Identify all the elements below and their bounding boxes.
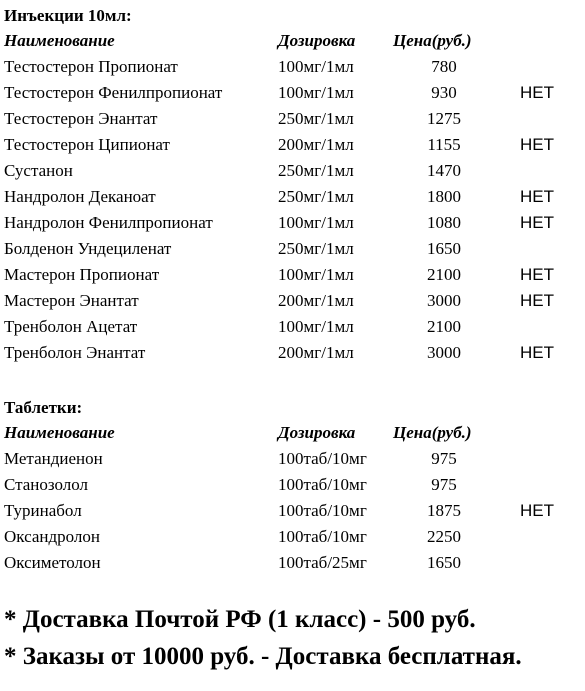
product-price: 780 <box>431 57 457 76</box>
table-row <box>0 236 585 262</box>
product-dose: 200мг/1мл <box>278 343 354 362</box>
product-price: 975 <box>431 449 457 468</box>
availability-status: НЕТ <box>520 291 554 310</box>
table-row <box>0 184 585 210</box>
product-price: 975 <box>431 475 457 494</box>
product-name: Метандиенон <box>4 449 103 468</box>
product-name: Тренболон Энантат <box>4 343 146 362</box>
product-dose: 100таб/10мг <box>278 501 367 520</box>
header-price: Цена(руб.) <box>393 423 472 442</box>
table-row <box>0 314 585 340</box>
product-dose: 100мг/1мл <box>278 317 354 336</box>
product-dose: 250мг/1мл <box>278 161 354 180</box>
product-dose: 250мг/1мл <box>278 239 354 258</box>
header-name: Наименование <box>4 31 115 50</box>
product-name: Тестостерон Ципионат <box>4 135 170 154</box>
product-name: Тестостерон Фенилпропионат <box>4 83 223 102</box>
product-name: Мастерон Энантат <box>4 291 139 310</box>
injections-header-row <box>0 28 585 54</box>
product-name: Туринабол <box>4 501 82 520</box>
product-name: Станозолол <box>4 475 89 494</box>
table-row <box>0 472 585 498</box>
product-name: Нандролон Деканоат <box>4 187 156 206</box>
table-row <box>0 80 585 106</box>
product-dose: 250мг/1мл <box>278 187 354 206</box>
product-dose: 100таб/10мг <box>278 449 367 468</box>
footer-delivery-note: * Доставка Почтой РФ (1 класс) - 500 руб. <box>4 606 476 633</box>
footer-free-delivery-note: * Заказы от 10000 руб. - Доставка бесплатная. <box>4 643 522 670</box>
product-price: 2100 <box>427 265 461 284</box>
product-dose: 100мг/1мл <box>278 83 354 102</box>
product-dose: 200мг/1мл <box>278 291 354 310</box>
tablets-header-row <box>0 420 585 446</box>
availability-status: НЕТ <box>520 213 554 232</box>
product-price: 1875 <box>427 501 461 520</box>
product-dose: 250мг/1мл <box>278 109 354 128</box>
product-price: 3000 <box>427 291 461 310</box>
product-name: Мастерон Пропионат <box>4 265 160 284</box>
product-name: Тестостерон Пропионат <box>4 57 178 76</box>
table-row <box>0 106 585 132</box>
product-price: 2250 <box>427 527 461 546</box>
table-row <box>0 54 585 80</box>
product-price: 1650 <box>427 553 461 572</box>
availability-status: НЕТ <box>520 83 554 102</box>
table-row <box>0 446 585 472</box>
table-row <box>0 288 585 314</box>
product-price: 1650 <box>427 239 461 258</box>
product-dose: 100таб/25мг <box>278 553 367 572</box>
table-row <box>0 210 585 236</box>
product-name: Нандролон Фенилпропионат <box>4 213 213 232</box>
header-dose: Дозировка <box>278 423 356 442</box>
header-dose: Дозировка <box>278 31 356 50</box>
injections-title: Инъекции 10мл: <box>4 6 132 25</box>
availability-status: НЕТ <box>520 135 554 154</box>
table-row <box>0 340 585 366</box>
header-price: Цена(руб.) <box>393 31 472 50</box>
product-name: Тренболон Ацетат <box>4 317 138 336</box>
product-price: 1800 <box>427 187 461 206</box>
product-price: 2100 <box>427 317 461 336</box>
table-row <box>0 550 585 576</box>
product-dose: 100таб/10мг <box>278 527 367 546</box>
table-row <box>0 132 585 158</box>
product-name: Болденон Ундециленат <box>4 239 172 258</box>
product-dose: 200мг/1мл <box>278 135 354 154</box>
table-row <box>0 158 585 184</box>
table-row <box>0 262 585 288</box>
table-row <box>0 524 585 550</box>
availability-status: НЕТ <box>520 187 554 206</box>
product-price: 1275 <box>427 109 461 128</box>
table-row <box>0 498 585 524</box>
tablets-title: Таблетки: <box>4 398 83 417</box>
product-dose: 100мг/1мл <box>278 57 354 76</box>
product-dose: 100мг/1мл <box>278 213 354 232</box>
product-name: Оксиметолон <box>4 553 101 572</box>
product-price: 1155 <box>427 135 461 154</box>
product-price: 3000 <box>427 343 461 362</box>
product-price: 1470 <box>427 161 461 180</box>
product-name: Сустанон <box>4 161 73 180</box>
product-price: 930 <box>431 83 457 102</box>
availability-status: НЕТ <box>520 501 554 520</box>
product-dose: 100таб/10мг <box>278 475 367 494</box>
header-name: Наименование <box>4 423 115 442</box>
availability-status: НЕТ <box>520 265 554 284</box>
product-name: Тестостерон Энантат <box>4 109 158 128</box>
product-price: 1080 <box>427 213 461 232</box>
product-name: Оксандролон <box>4 527 101 546</box>
availability-status: НЕТ <box>520 343 554 362</box>
product-dose: 100мг/1мл <box>278 265 354 284</box>
